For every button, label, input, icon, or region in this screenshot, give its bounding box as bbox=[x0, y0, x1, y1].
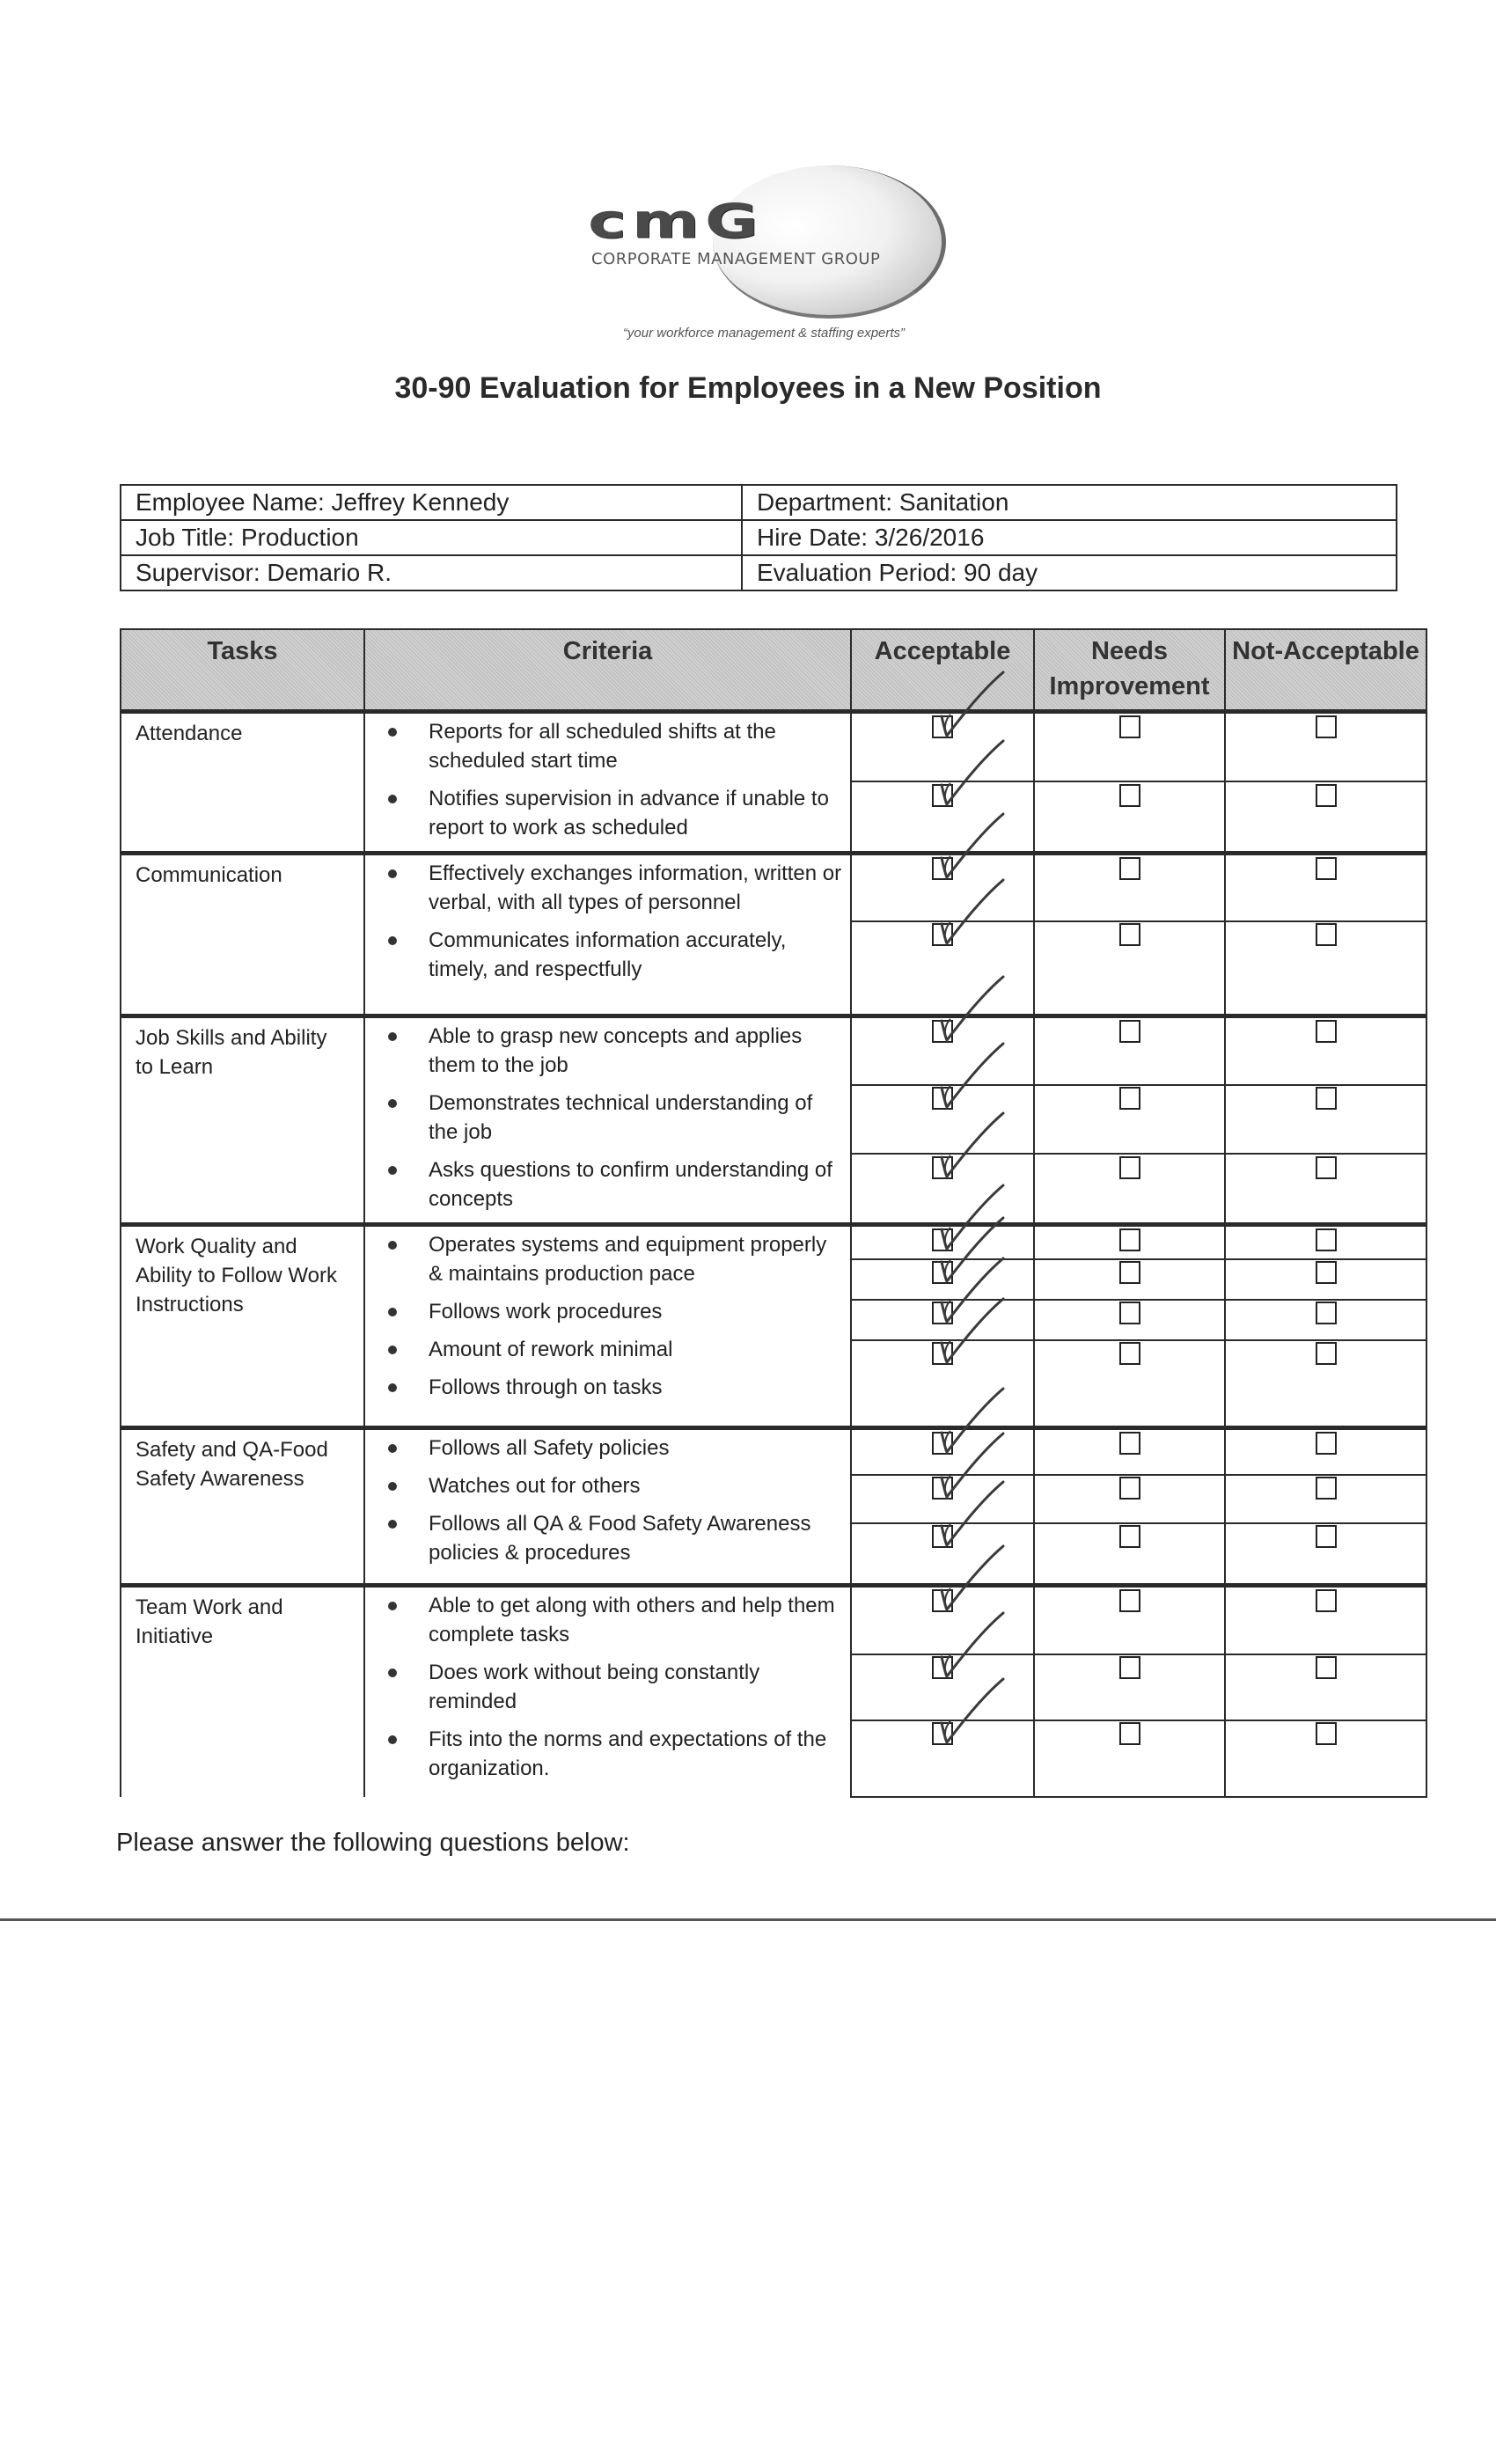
rating-cell-acceptable bbox=[851, 781, 1034, 853]
criteria-item: Able to get along with others and help them complete tasks bbox=[365, 1591, 843, 1649]
criteria-cell bbox=[364, 1016, 851, 1225]
criteria-item: Follows all QA & Food Safety Awareness policies & procedures bbox=[365, 1509, 843, 1567]
table-row bbox=[121, 1016, 1426, 1085]
criteria-item: Fits into the norms and expectations of the organization. bbox=[365, 1725, 843, 1783]
criteria-cell bbox=[364, 854, 851, 1016]
acceptable-checkbox[interactable] bbox=[932, 857, 953, 880]
acceptable-checkbox[interactable] bbox=[932, 784, 953, 807]
needs-improvement-checkbox[interactable] bbox=[1119, 1302, 1140, 1324]
acceptable-checkbox[interactable] bbox=[932, 923, 953, 946]
not-acceptable-checkbox[interactable] bbox=[1316, 1261, 1337, 1284]
rating-cell-needs-improvement bbox=[1034, 1428, 1225, 1475]
criteria-item: Demonstrates technical understanding of the job bbox=[365, 1089, 843, 1147]
acceptable-checkbox[interactable] bbox=[932, 1656, 953, 1679]
evaluation-period-field[interactable]: Evaluation Period: 90 day bbox=[742, 555, 1397, 590]
rating-cell-not-acceptable bbox=[1225, 1586, 1426, 1654]
rating-cell-needs-improvement bbox=[1034, 1154, 1225, 1224]
criteria-list bbox=[365, 1430, 850, 1567]
needs-improvement-checkbox[interactable] bbox=[1119, 715, 1140, 738]
cmg-logo bbox=[581, 165, 950, 350]
needs-improvement-checkbox[interactable] bbox=[1119, 1722, 1140, 1745]
rating-cell-not-acceptable bbox=[1225, 1225, 1426, 1259]
header-not-acceptable: Not-Acceptable bbox=[1225, 629, 1426, 712]
needs-improvement-checkbox[interactable] bbox=[1119, 1477, 1140, 1500]
criteria-item: Operates systems and equipment properly & maintains production pace bbox=[365, 1230, 843, 1288]
needs-improvement-checkbox[interactable] bbox=[1119, 923, 1140, 946]
rating-cell-needs-improvement bbox=[1034, 1720, 1225, 1797]
rating-cell-not-acceptable bbox=[1225, 781, 1426, 853]
rating-cell-acceptable bbox=[851, 1154, 1034, 1224]
criteria-item: Asks questions to confirm understanding of concepts bbox=[365, 1155, 843, 1214]
supervisor-field[interactable]: Supervisor: Demario R. bbox=[121, 555, 742, 590]
needs-improvement-checkbox[interactable] bbox=[1119, 1020, 1140, 1043]
criteria-item: Does work without being constantly reminded bbox=[365, 1658, 843, 1716]
not-acceptable-checkbox[interactable] bbox=[1316, 715, 1337, 738]
acceptable-checkbox[interactable] bbox=[932, 1087, 953, 1110]
rating-cell-not-acceptable bbox=[1225, 1654, 1426, 1720]
needs-improvement-checkbox[interactable] bbox=[1119, 857, 1140, 880]
criteria-item: Follows all Safety policies bbox=[365, 1434, 843, 1463]
rating-cell-needs-improvement bbox=[1034, 1654, 1225, 1720]
criteria-item: Able to grasp new concepts and applies them to the job bbox=[365, 1022, 843, 1080]
job-title-field[interactable]: Job Title: Production bbox=[121, 520, 742, 555]
table-row bbox=[121, 1225, 1426, 1259]
criteria-list bbox=[365, 1588, 850, 1783]
info-row bbox=[121, 485, 1397, 520]
needs-improvement-checkbox[interactable] bbox=[1119, 1228, 1140, 1251]
questions-prompt: Please answer the following questions below: bbox=[116, 1829, 630, 1857]
rating-cell-acceptable bbox=[851, 1586, 1034, 1654]
needs-improvement-checkbox[interactable] bbox=[1119, 1656, 1140, 1679]
info-row bbox=[121, 520, 1397, 555]
logo-company-name: CORPORATE MANAGEMENT GROUP bbox=[591, 250, 881, 268]
rating-cell-acceptable bbox=[851, 1259, 1034, 1300]
rating-cell-needs-improvement bbox=[1034, 1475, 1225, 1523]
acceptable-checkbox[interactable] bbox=[932, 715, 953, 738]
criteria-list bbox=[365, 1227, 850, 1402]
task-name: Job Skills and Ability to Learn bbox=[121, 1016, 364, 1225]
acceptable-checkbox[interactable] bbox=[932, 1432, 953, 1455]
employee-info-table bbox=[120, 484, 1397, 591]
rating-cell-acceptable bbox=[851, 921, 1034, 1016]
rating-cell-needs-improvement bbox=[1034, 1016, 1225, 1085]
criteria-item: Follows through on tasks bbox=[365, 1373, 843, 1402]
task-name: Safety and QA-Food Safety Awareness bbox=[121, 1428, 364, 1586]
department-field[interactable]: Department: Sanitation bbox=[742, 485, 1397, 520]
rating-cell-not-acceptable bbox=[1225, 1300, 1426, 1340]
task-name: Team Work and Initiative bbox=[121, 1586, 364, 1797]
acceptable-checkbox[interactable] bbox=[932, 1261, 953, 1284]
needs-improvement-checkbox[interactable] bbox=[1119, 1261, 1140, 1284]
rating-cell-acceptable bbox=[851, 1340, 1034, 1428]
acceptable-checkbox[interactable] bbox=[932, 1722, 953, 1745]
rating-cell-needs-improvement bbox=[1034, 712, 1225, 782]
rating-cell-needs-improvement bbox=[1034, 781, 1225, 853]
header-acceptable: Acceptable bbox=[851, 629, 1034, 712]
criteria-list bbox=[365, 1018, 850, 1214]
rating-cell-acceptable bbox=[851, 1016, 1034, 1085]
not-acceptable-checkbox[interactable] bbox=[1316, 923, 1337, 946]
table-header-row bbox=[121, 629, 1426, 712]
criteria-cell bbox=[364, 1586, 851, 1797]
task-name: Work Quality and Ability to Follow Work Instructions bbox=[121, 1225, 364, 1428]
rating-cell-needs-improvement bbox=[1034, 1523, 1225, 1586]
rating-cell-acceptable bbox=[851, 712, 1034, 782]
not-acceptable-checkbox[interactable] bbox=[1316, 1228, 1337, 1251]
needs-improvement-checkbox[interactable] bbox=[1119, 1156, 1140, 1179]
rating-cell-acceptable bbox=[851, 854, 1034, 921]
task-name: Communication bbox=[121, 854, 364, 1016]
criteria-list bbox=[365, 855, 850, 984]
criteria-cell bbox=[364, 1428, 851, 1586]
acceptable-checkbox[interactable] bbox=[932, 1020, 953, 1043]
rating-cell-needs-improvement bbox=[1034, 1225, 1225, 1259]
rating-cell-not-acceptable bbox=[1225, 1340, 1426, 1428]
acceptable-checkbox[interactable] bbox=[932, 1525, 953, 1548]
rating-cell-acceptable bbox=[851, 1475, 1034, 1523]
needs-improvement-checkbox[interactable] bbox=[1119, 1342, 1140, 1365]
rating-cell-needs-improvement bbox=[1034, 854, 1225, 921]
rating-cell-acceptable bbox=[851, 1300, 1034, 1340]
rating-cell-not-acceptable bbox=[1225, 1523, 1426, 1586]
table-row bbox=[121, 854, 1426, 921]
table-row bbox=[121, 712, 1426, 782]
hire-date-field[interactable]: Hire Date: 3/26/2016 bbox=[742, 520, 1397, 555]
criteria-list bbox=[365, 714, 850, 842]
not-acceptable-checkbox[interactable] bbox=[1316, 1722, 1337, 1745]
not-acceptable-checkbox[interactable] bbox=[1316, 1589, 1337, 1612]
rating-cell-needs-improvement bbox=[1034, 1259, 1225, 1300]
needs-improvement-checkbox[interactable] bbox=[1119, 1525, 1140, 1548]
logo-letters: cmG bbox=[588, 194, 764, 249]
employee-name-field[interactable]: Employee Name: Jeffrey Kennedy bbox=[121, 485, 742, 520]
rating-cell-acceptable bbox=[851, 1225, 1034, 1259]
criteria-item: Effectively exchanges information, written or verbal, with all types of personnel bbox=[365, 859, 843, 917]
rating-cell-needs-improvement bbox=[1034, 1586, 1225, 1654]
rating-cell-needs-improvement bbox=[1034, 921, 1225, 1016]
criteria-item: Watches out for others bbox=[365, 1471, 843, 1500]
table-row bbox=[121, 1586, 1426, 1654]
page-title: 30-90 Evaluation for Employees in a New Position bbox=[394, 371, 1102, 405]
rating-cell-not-acceptable bbox=[1225, 1428, 1426, 1475]
rating-cell-acceptable bbox=[851, 1720, 1034, 1797]
rating-cell-acceptable bbox=[851, 1085, 1034, 1154]
criteria-item: Amount of rework minimal bbox=[365, 1335, 843, 1364]
rating-cell-not-acceptable bbox=[1225, 854, 1426, 921]
rating-cell-not-acceptable bbox=[1225, 1720, 1426, 1797]
not-acceptable-checkbox[interactable] bbox=[1316, 1342, 1337, 1365]
evaluation-table bbox=[120, 628, 1427, 1798]
rating-cell-not-acceptable bbox=[1225, 1154, 1426, 1224]
table-row bbox=[121, 1428, 1426, 1475]
task-name: Attendance bbox=[121, 712, 364, 854]
rating-cell-not-acceptable bbox=[1225, 921, 1426, 1016]
acceptable-checkbox[interactable] bbox=[932, 1302, 953, 1324]
criteria-cell bbox=[364, 1225, 851, 1428]
rating-cell-not-acceptable bbox=[1225, 1259, 1426, 1300]
acceptable-checkbox[interactable] bbox=[932, 1156, 953, 1179]
rating-cell-not-acceptable bbox=[1225, 1475, 1426, 1523]
rating-cell-needs-improvement bbox=[1034, 1340, 1225, 1428]
header-needs-improvement: Needs Improvement bbox=[1034, 629, 1225, 712]
not-acceptable-checkbox[interactable] bbox=[1316, 1087, 1337, 1110]
acceptable-checkbox[interactable] bbox=[932, 1228, 953, 1251]
rating-cell-needs-improvement bbox=[1034, 1085, 1225, 1154]
criteria-item: Notifies supervision in advance if unable to report to work as scheduled bbox=[365, 784, 843, 842]
not-acceptable-checkbox[interactable] bbox=[1316, 1432, 1337, 1455]
horizontal-divider bbox=[0, 1918, 1496, 1921]
rating-cell-not-acceptable bbox=[1225, 1085, 1426, 1154]
rating-cell-acceptable bbox=[851, 1523, 1034, 1586]
not-acceptable-checkbox[interactable] bbox=[1316, 1302, 1337, 1324]
needs-improvement-checkbox[interactable] bbox=[1119, 1589, 1140, 1612]
acceptable-checkbox[interactable] bbox=[932, 1589, 953, 1612]
needs-improvement-checkbox[interactable] bbox=[1119, 1087, 1140, 1110]
rating-cell-not-acceptable bbox=[1225, 1016, 1426, 1085]
rating-cell-needs-improvement bbox=[1034, 1300, 1225, 1340]
criteria-item: Communicates information accurately, timely, and respectfully bbox=[365, 926, 843, 984]
rating-cell-acceptable bbox=[851, 1654, 1034, 1720]
needs-improvement-checkbox[interactable] bbox=[1119, 1432, 1140, 1455]
acceptable-checkbox[interactable] bbox=[932, 1342, 953, 1365]
criteria-item: Reports for all scheduled shifts at the scheduled start time bbox=[365, 717, 843, 775]
not-acceptable-checkbox[interactable] bbox=[1316, 1477, 1337, 1500]
info-row bbox=[121, 555, 1397, 590]
needs-improvement-checkbox[interactable] bbox=[1119, 784, 1140, 807]
header-tasks: Tasks bbox=[121, 629, 364, 712]
acceptable-checkbox[interactable] bbox=[932, 1477, 953, 1500]
rating-cell-acceptable bbox=[851, 1428, 1034, 1475]
logo-tagline: “your workforce management & staffing experts” bbox=[622, 326, 906, 341]
criteria-cell bbox=[364, 712, 851, 854]
not-acceptable-checkbox[interactable] bbox=[1316, 1525, 1337, 1548]
rating-cell-not-acceptable bbox=[1225, 712, 1426, 782]
not-acceptable-checkbox[interactable] bbox=[1316, 1656, 1337, 1679]
not-acceptable-checkbox[interactable] bbox=[1316, 1020, 1337, 1043]
not-acceptable-checkbox[interactable] bbox=[1316, 784, 1337, 807]
not-acceptable-checkbox[interactable] bbox=[1316, 1156, 1337, 1179]
criteria-item: Follows work procedures bbox=[365, 1297, 843, 1326]
not-acceptable-checkbox[interactable] bbox=[1316, 857, 1337, 880]
header-criteria: Criteria bbox=[364, 629, 851, 712]
